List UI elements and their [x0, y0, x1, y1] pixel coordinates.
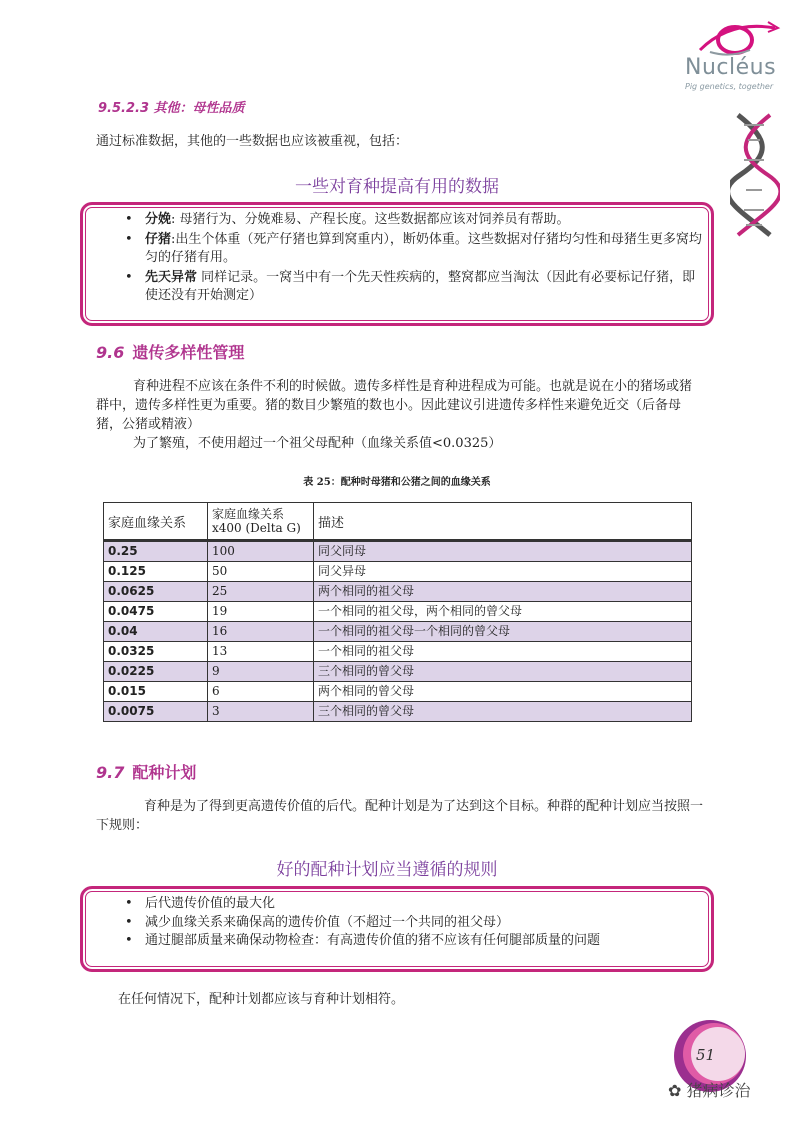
header-description: 描述 — [314, 503, 692, 541]
cell-desc: 同父同母 — [314, 541, 692, 562]
watermark — [668, 1078, 751, 1101]
cell-x400: 19 — [208, 602, 314, 622]
cell-x400: 6 — [208, 682, 314, 702]
item-text: 同样记录。一窝当中有一个先天性疾病的，整窝都应当淘汰（因此有必要标记仔猪，即使还没有开始测定） — [145, 269, 696, 303]
section-number: 9.6 — [96, 343, 125, 362]
diversity-para2: 为了繁殖，不使用超过一个祖父母配种（血缘关系值<0.0325） — [133, 436, 502, 451]
cell-desc: 同父异母 — [314, 562, 692, 582]
cell-desc: 一个相同的祖父母一个相同的曾父母 — [314, 622, 692, 642]
table-row — [104, 541, 692, 562]
cell-x400: 13 — [208, 642, 314, 662]
table-caption: 表 25：配种时母猪和公猪之间的血缘关系 — [303, 477, 491, 488]
cell-desc: 三个相同的曾父母 — [314, 702, 692, 722]
cell-x400: 3 — [208, 702, 314, 722]
useful-data-list — [117, 211, 702, 307]
section-heading-9-7 — [96, 760, 196, 783]
cell-x400: 16 — [208, 622, 314, 642]
diversity-para1: 育种进程不应该在条件不利的时候做。遗传多样性是育种进程成为可能。也就是说在小的猪场或猪群中，遗传多样性更为重要。猪的数目少繁殖的数也小。因此建议引进遗传多样性来避免近交（后备母猪，公猪或精液） — [96, 379, 693, 432]
list-item: • 后代遗传价值的最大化 — [117, 895, 702, 914]
table-header-row — [104, 503, 692, 541]
cell-x400: 50 — [208, 562, 314, 582]
cell-x400: 25 — [208, 582, 314, 602]
mating-rules-list — [117, 895, 702, 951]
cell-kinship: 0.04 — [104, 622, 208, 642]
list-item: • 通过腿部质量来确保动物检查：有高遗传价值的猪不应该有任何腿部质量的问题 — [117, 932, 702, 951]
cell-desc: 三个相同的曾父母 — [314, 662, 692, 682]
header-kinship-x400 — [208, 503, 314, 541]
cell-desc: 一个相同的祖父母 — [314, 642, 692, 662]
cell-kinship: 0.25 — [104, 541, 208, 562]
table-row — [104, 662, 692, 682]
watermark-text: 猪病诊治 — [686, 1081, 751, 1100]
header-family-kinship: 家庭血缘关系 — [104, 503, 208, 541]
cell-kinship: 0.0625 — [104, 582, 208, 602]
subsection-heading: 9.5.2.3 其他：母性品质 — [98, 101, 245, 116]
item-text: : 母猪行为、分娩难易、产程长度。这些数据都应该对饲养员有帮助。 — [171, 212, 570, 227]
table-row — [104, 622, 692, 642]
intro-paragraph: 通过标准数据，其他的一些数据也应该被重视，包括： — [96, 134, 409, 149]
cell-kinship: 0.0225 — [104, 662, 208, 682]
table-row — [104, 602, 692, 622]
mating-plan-paragraph: 育种是为了得到更高遗传价值的后代。配种计划是为了达到这个目标。种群的配种计划应当按照一下规则： — [96, 799, 704, 833]
item-term: 先天异常 — [145, 269, 198, 285]
list-item — [117, 231, 702, 268]
page-number: 51 — [696, 1046, 716, 1064]
cell-kinship: 0.0075 — [104, 702, 208, 722]
cell-kinship: 0.125 — [104, 562, 208, 582]
kinship-table — [103, 502, 692, 722]
header-line1: 家庭血缘关系 — [212, 507, 285, 521]
item-text: :出生个体重（死产仔猪也算到窝重内），断奶体重。这些数据对仔猪均匀性和母猪生更多窝均匀的仔猪有用。 — [145, 231, 702, 265]
item-term: 分娩 — [145, 212, 172, 227]
item-term: 仔猪 — [145, 231, 172, 247]
list-item — [117, 211, 702, 230]
cell-x400: 100 — [208, 541, 314, 562]
logo-tagline: Pig genetics, together — [685, 82, 774, 91]
table-row — [104, 642, 692, 662]
logo-name: Nucléus — [685, 55, 777, 80]
cell-x400: 9 — [208, 662, 314, 682]
table-row — [104, 682, 692, 702]
final-paragraph: 在任何情况下，配种计划都应该与育种计划相符。 — [118, 992, 405, 1007]
table-row — [104, 582, 692, 602]
wechat-icon: ✿ — [668, 1081, 687, 1100]
cell-desc: 两个相同的曾父母 — [314, 682, 692, 702]
list-item: • 减少血缘关系来确保高的遗传价值（不超过一个共同的祖父母） — [117, 914, 702, 933]
header-line2: x400 (Delta G) — [212, 521, 301, 535]
section-heading-9-6 — [96, 340, 244, 363]
table-row — [104, 562, 692, 582]
list-item — [117, 269, 702, 306]
cell-kinship: 0.0475 — [104, 602, 208, 622]
box1-title: 一些对育种提高有用的数据 — [295, 177, 499, 197]
section-number: 9.7 — [96, 763, 125, 782]
cell-desc: 一个相同的祖父母，两个相同的曾父母 — [314, 602, 692, 622]
box2-title: 好的配种计划应当遵循的规则 — [276, 860, 498, 880]
table-row — [104, 702, 692, 722]
cell-kinship: 0.015 — [104, 682, 208, 702]
diversity-paragraph — [96, 377, 704, 453]
cell-desc: 两个相同的祖父母 — [314, 582, 692, 602]
section-title: 遗传多样性管理 — [132, 343, 245, 362]
cell-kinship: 0.0325 — [104, 642, 208, 662]
section-title: 配种计划 — [132, 763, 197, 782]
